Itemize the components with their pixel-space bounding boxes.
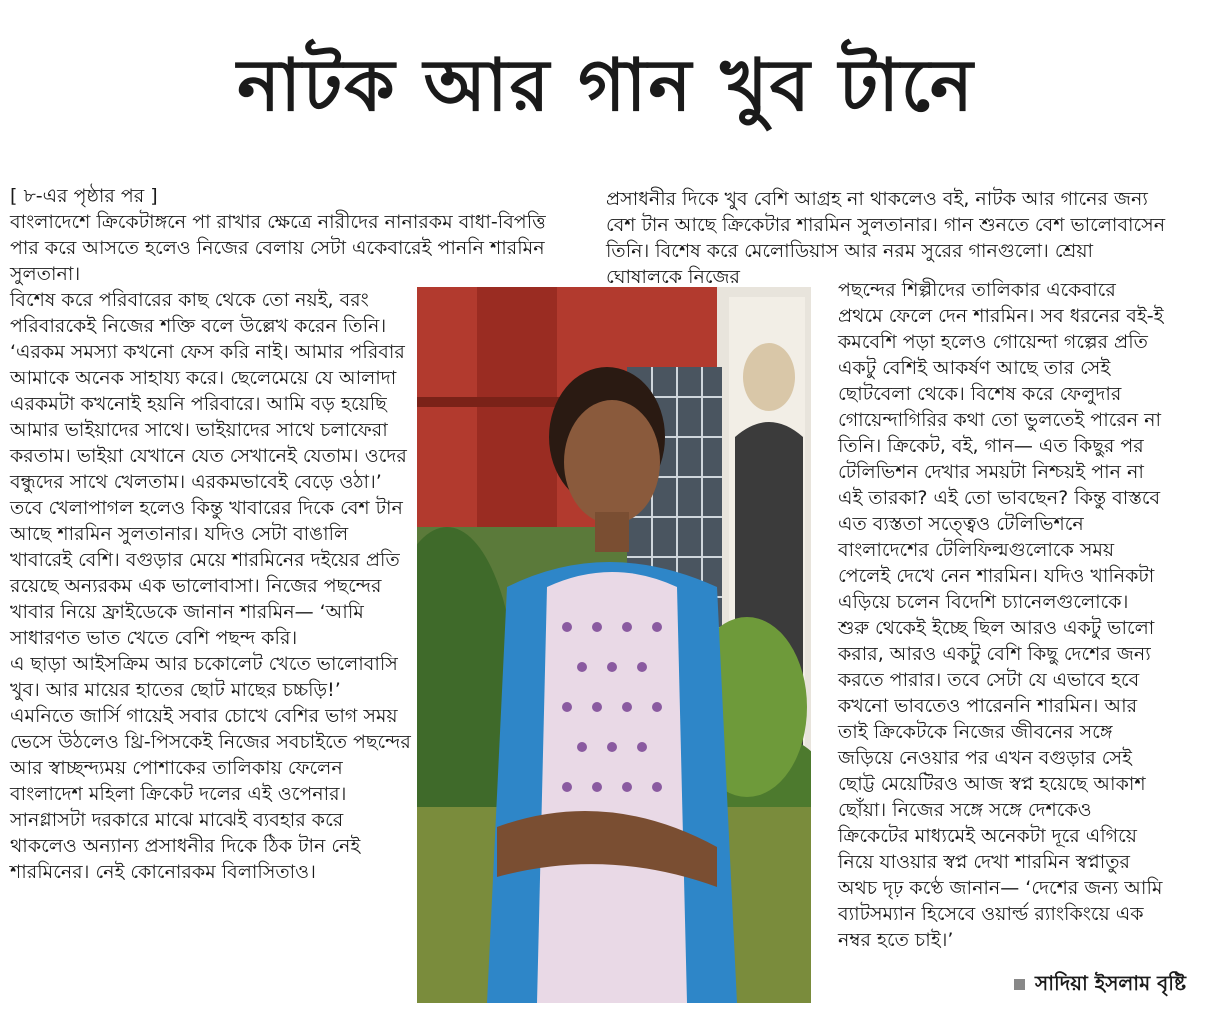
intro-paragraph: বাংলাদেশে ক্রিকেটাঙ্গনে পা রাখার ক্ষেত্রে নারীদের নানারকম বাধা-বিপত্তি পার করে আসতে হলেও নিজের বেলায় সেটা একেবারেই পাননি শারমিন সুলতানা। (10, 211, 546, 285)
left-column (10, 287, 412, 885)
left-paragraph-1: বিশেষ করে পরিবারের কাছ থেকে তো নয়ই, বরং পরিবারকেই নিজের শক্তি বলে উল্লেখ করেন তিনি। ‘এরকম সমস্যা কখনো ফেস করি নাই। আমার পরিবার আমাকে অনেক সাহায্য করে। ছেলেমেয়ে যে আলাদা এরকমটা কখনোই হয়নি পরিবারে। আমি বড় হয়েছি আমার ভাইয়াদের সাথে। ভাইয়াদের সাথে চলাফেরা করতাম। ভাইয়া যেখানে যেত সেখানেই যেতাম। ওদের বন্ধুদের সাথে খেলতাম। এরকমভাবেই বেড়ে ওঠা।’ তবে খেলাপাগল হলেও কিন্তু খাবারের দিকে বেশ টান আছে শারমিন সুলতানার। যদিও সেটা বাঙালি খাবারেই বেশি। বগুড়ার মেয়ে শারমিনের দইয়ের প্রতি রয়েছে অন্যরকম এক ভালোবাসা। নিজের পছন্দের খাবার নিয়ে ফ্রাইডেকে জানান শারমিন— ‘আমি সাধারণত ভাত খেতে বেশি পছন্দ করি। (10, 289, 407, 649)
byline (1014, 970, 1186, 996)
player-photo (417, 287, 811, 1003)
left-paragraph-2: এ ছাড়া আইসক্রিম আর চকোলেট খেতে ভালোবাসি খুব। আর মায়ের হাতের ছোট মাছের চচ্চড়ি!’ (10, 653, 398, 701)
right-column (838, 277, 1164, 953)
continuation-note: [ ৮-এর পৃষ্ঠার পর ] (10, 185, 158, 207)
right-paragraph-2: শুরু থেকেই ইচ্ছে ছিল আরও একটু ভালো করার, আরও একটু বেশি কিছু দেশের জন্য করতে পারার। তবে সেটা যে এভাবে হবে কখনো ভাবতেও পারেননি শারমিন। আর তাই ক্রিকেটকে নিজের জীবনের সঙ্গে জড়িয়ে নেওয়ার পর এখন বগুড়ার সেই ছোট্ট মেয়েটিরও আজ স্বপ্ন হয়েছে আকাশ ছোঁয়া। নিজের সঙ্গে সঙ্গে দেশকেও ক্রিকেটের মাধ্যমেই অনেকটা দূরে এগিয়ে নিয়ে যাওয়ার স্বপ্ন দেখা শারমিন স্বপ্নাতুর অথচ দৃঢ় কণ্ঠে জানান— ‘দেশের জন্য আমি ব্যাটসম্যান হিসেবে ওয়ার্ল্ড র‍্যাংকিংয়ে এক নম্বর হতে চাই।’ (838, 617, 1163, 951)
byline-author: সাদিয়া ইসলাম বৃষ্টি (1035, 971, 1187, 995)
byline-square-icon (1014, 979, 1025, 990)
left-intro (10, 183, 570, 287)
headline: নাটক আর গান খুব টানে (237, 43, 975, 127)
right-paragraph-1: পছন্দের শিল্পীদের তালিকার একেবারে প্রথমে ফেলে দেন শারমিন। সব ধরনের বই-ই কমবেশি পড়া হলেও গোয়েন্দা গল্পের প্রতি একটু বেশিই আকর্ষণ আছে তার সেই ছোটবেলা থেকে। বিশেষ করে ফেলুদার গোয়েন্দাগিরির কথা তো ভুলতেই পারেন না তিনি। ক্রিকেট, বই, গান— এত কিছুর পর টেলিভিশন দেখার সময়টা নিশ্চয়ই পান না এই তারকা? এই তো ভাবছেন? কিন্তু বাস্তবে এত ব্যস্ততা সত্ত্বেও টেলিভিশনে বাংলাদেশের টেলিফিল্মগুলোকে সময় পেলেই দেখে নেন শারমিন। যদিও খানিকটা এড়িয়ে চলেন বিদেশি চ্যানেলগুলোকে। (838, 279, 1164, 613)
left-paragraph-3: এমনিতে জার্সি গায়েই সবার চোখে বেশির ভাগ সময় ভেসে উঠলেও থ্রি-পিসকেই নিজের সবচাইতে পছন্দের আর স্বাচ্ছন্দ্যময় পোশাকের তালিকায় ফেলেন বাংলাদেশ মহিলা ক্রিকেট দলের এই ওপেনার। সানগ্লাসটা দরকারে মাঝে মাঝেই ব্যবহার করে থাকলেও অন্যান্য প্রসাধনীর দিকে ঠিক টান নেই শারমিনের। নেই কোনোরকম বিলাসিতাও। (10, 705, 411, 883)
right-intro (606, 186, 1166, 290)
right-intro-paragraph: প্রসাধনীর দিকে খুব বেশি আগ্রহ না থাকলেও বই, নাটক আর গানের জন্য বেশ টান আছে ক্রিকেটার শারমিন সুলতানার। গান শুনতে বেশ ভালোবাসেন তিনি। বিশেষ করে মেলোডিয়াস আর নরম সুরের গানগুলো। শ্রেয়া ঘোষালকে নিজের (606, 188, 1166, 288)
